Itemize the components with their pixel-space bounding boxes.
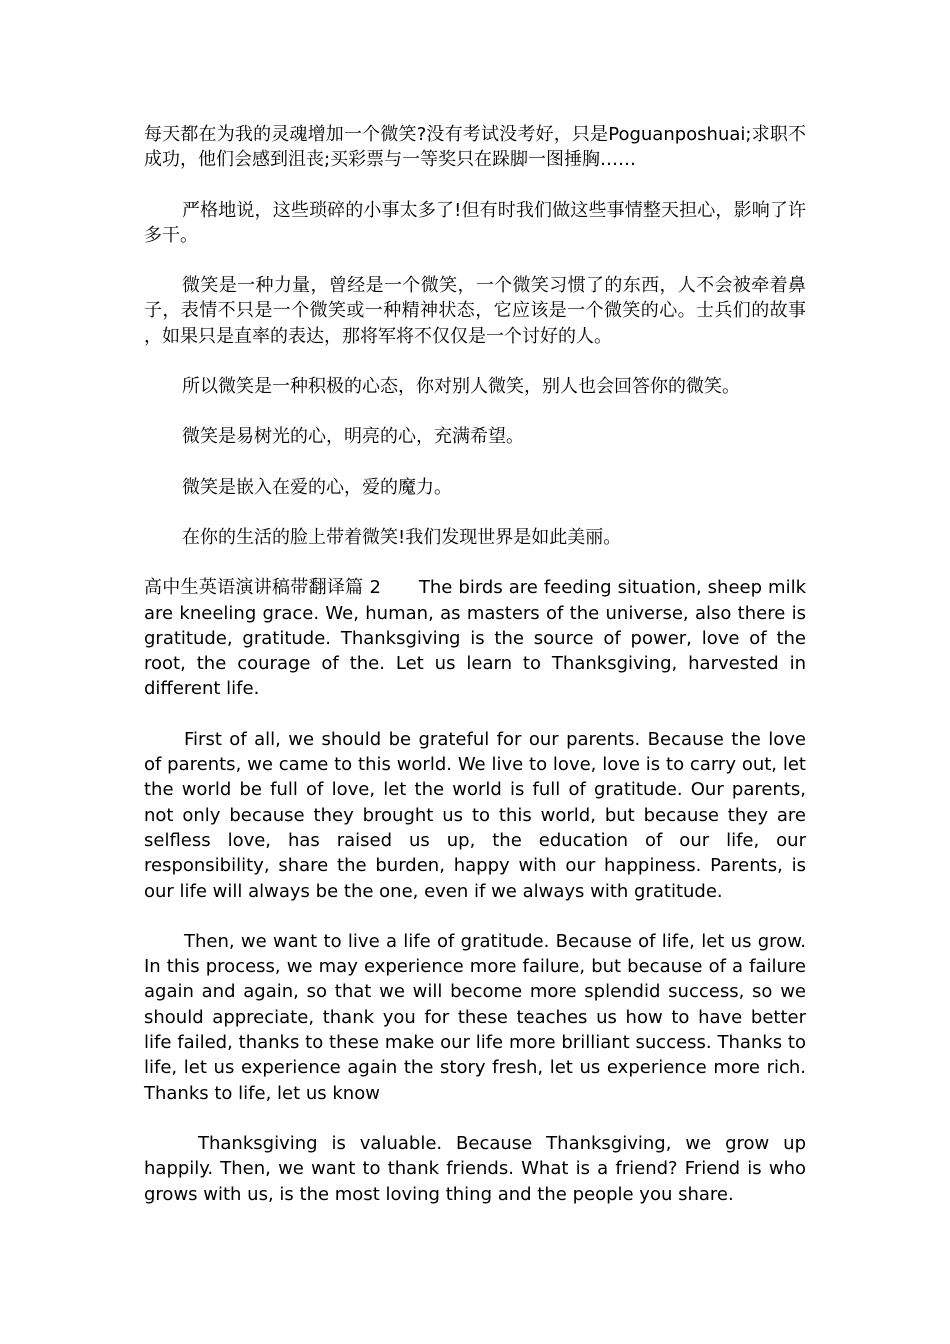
paragraph-4: 所以微笑是一种积极的心态，你对别人微笑，别人也会回答你的微笑。 [182, 376, 740, 398]
paragraph-8-text: The birds are feeding situation, sheep milk are kneeling grace. We, human, as masters of the universe, also there is gratitude, gratitude. Thanksgiving is the source of power, love of the root, the courage of the. Let us learn to Thanksgiving, harvested in different life. [144, 577, 806, 700]
paragraph-5: 微笑是易树光的心，明亮的心，充满希望。 [182, 426, 524, 448]
paragraph-6: 微笑是嵌入在爱的心，爱的魔力。 [182, 476, 452, 498]
paragraph-2: 严格地说，这些琐碎的小事太多了!但有时我们做这些事情整天担心，影响了许多干。 [144, 199, 806, 246]
paragraph-9: First of all, we should be grateful for our parents. Because the love of parents, we came to this world. We live to love, love is to carry out, let the world be full of love, let the world is full of gratitude. Our parents, not only because they brought us to this world, but because they are selfless love, has raised us up, the education of our life, our responsibility, share the burden, happy with our happiness. Parents, is our life will always be the one, even if we always with gratitude. [144, 728, 806, 902]
paragraph-3: 微笑是一种力量，曾经是一个微笑，一个微笑习惯了的东西，人不会被牵着鼻子，表情不只是一个微笑或一种精神状态，它应该是一个微笑的心。士兵们的故事，如果只是直率的表达，那将军将不仅仅是一个讨好的人。 [144, 275, 806, 347]
paragraph-11: Thanksgiving is valuable. Because Thanksgiving, we grow up happily. Then, we want to thank friends. What is a friend? Friend is who grows with us, is the most loving thing and the people you share. [144, 1132, 806, 1205]
section-heading: 高中生英语演讲稿带翻译篇 2 [144, 577, 381, 599]
document-page [144, 122, 806, 1232]
paragraph-7: 在你的生活的脸上带着微笑!我们发现世界是如此美丽。 [182, 526, 622, 548]
paragraph-1: 每天都在为我的灵魂增加一个微笑?没有考试没考好，只是Poguanposhuai;求职不成功，他们会感到沮丧;买彩票与一等奖只在跺脚一图捶胸…… [144, 124, 806, 171]
paragraph-10: Then, we want to live a life of gratitude. Because of life, let us grow. In this process, we may experience more failure, but because of a failure again and again, so that we will become more splendid success, so we should appreciate, thank you for these teaches us how to have better life failed, thanks to these make our life more brilliant success. Thanks to life, let us experience again the story fresh, let us experience more rich. Thanks to life, let us know [144, 930, 806, 1104]
paragraph-8 [144, 575, 806, 701]
